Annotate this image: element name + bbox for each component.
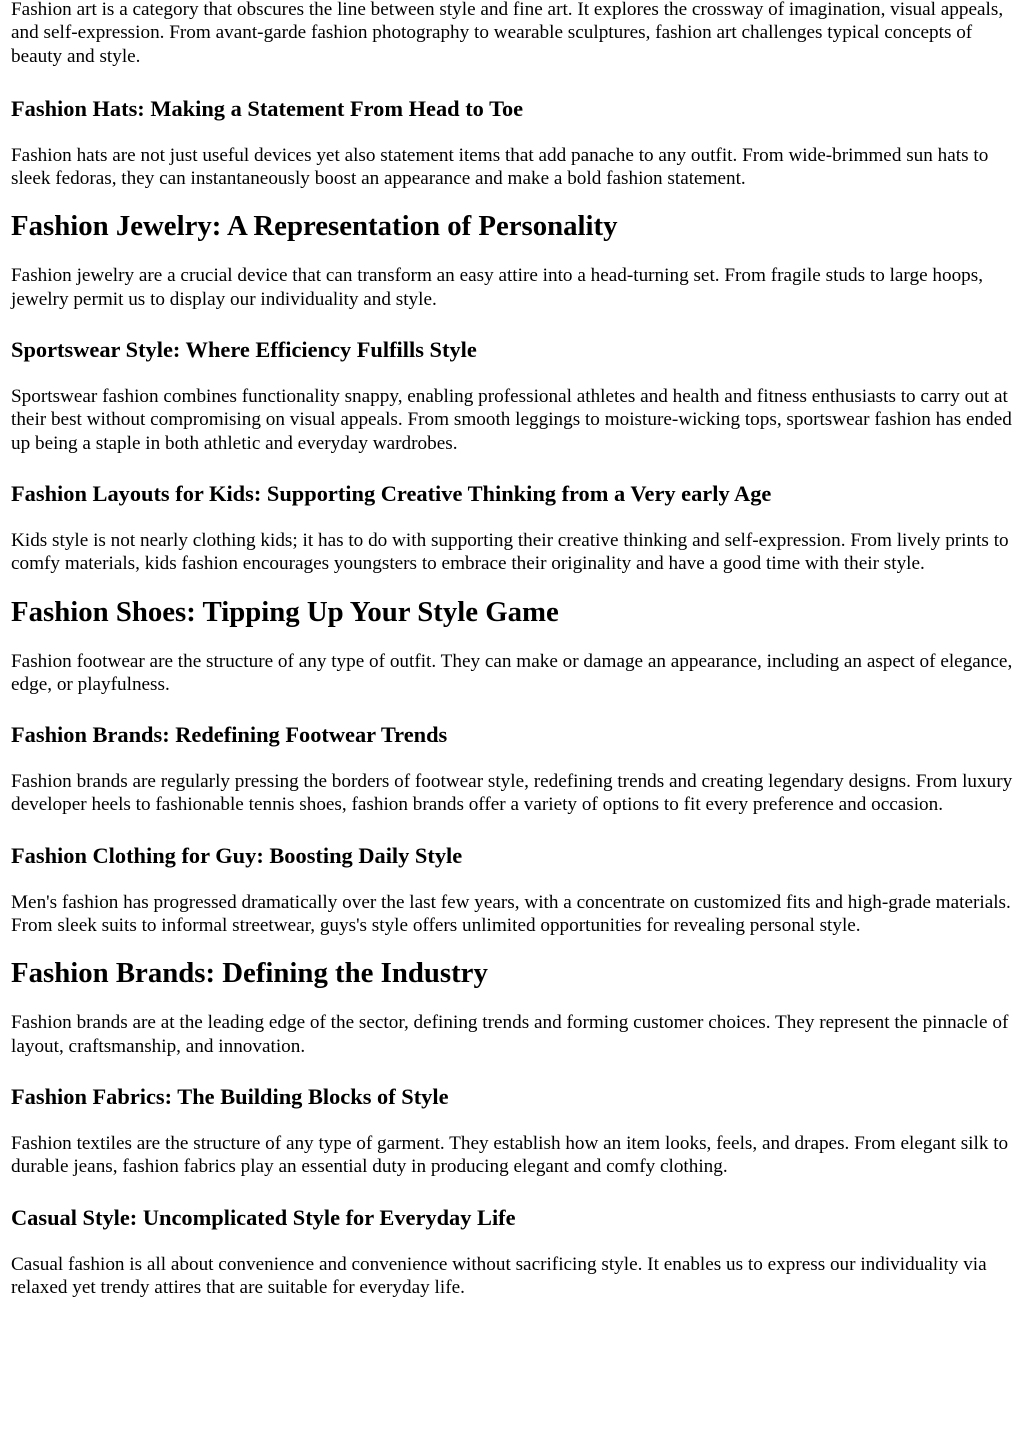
intro-paragraph: Fashion art is a category that obscures the line between style and fine art. It explores the crossway of imagination, visual appeals, and self-expression. From avant-garde fashion photography to wearable sculptures, fashion art challenges typical concepts of beauty and style.	[11, 0, 1004, 67]
heading-fashion-shoes: Fashion Shoes: Tipping Up Your Style Game	[11, 595, 559, 628]
heading-fashion-jewelry: Fashion Jewelry: A Representation of Personality	[11, 210, 618, 243]
heading-fashion-fabrics: Fashion Fabrics: The Building Blocks of Style	[11, 1083, 449, 1109]
heading-brands-footwear: Fashion Brands: Redefining Footwear Trends	[11, 722, 448, 748]
paragraph-layouts-for-kids: Kids style is not nearly clothing kids; it has to do with supporting their creative thinking and self-expression. From lively prints to comfy materials, kids fashion encourages youngsters to embrace their originality and have a good time with their style.	[11, 529, 1009, 575]
paragraph-fashion-fabrics: Fashion textiles are the structure of any type of garment. They establish how an item looks, feels, and drapes. From elegant silk to durable jeans, fashion fabrics play an essential duty in producing elegant and comfy clothing.	[11, 1132, 1009, 1178]
paragraph-clothing-for-guy: Men's fashion has progressed dramatically over the last few years, with a concentrate on customized fits and high-grade materials. From sleek suits to informal streetwear, guys's style offers unlimited opportunities for revealing personal style.	[11, 891, 1011, 937]
heading-clothing-for-guy: Fashion Clothing for Guy: Boosting Daily Style	[11, 842, 463, 868]
paragraph-fashion-shoes: Fashion footwear are the structure of any type of outfit. They can make or damage an appearance, including an aspect of elegance, edge, or playfulness.	[11, 650, 1013, 695]
paragraph-brands-industry: Fashion brands are at the leading edge of the sector, defining trends and forming customer choices. They represent the pinnacle of layout, craftsmanship, and innovation.	[11, 1012, 1009, 1057]
heading-casual-style: Casual Style: Uncomplicated Style for Everyday Life	[11, 1204, 516, 1230]
heading-sportswear-style: Sportswear Style: Where Efficiency Fulfills Style	[11, 337, 477, 363]
paragraph-fashion-hats: Fashion hats are not just useful devices yet also statement items that add panache to any outfit. From wide-brimmed sun hats to sleek fedoras, they can instantaneously boost an appearance and make a bold fashion statement.	[11, 144, 989, 190]
heading-fashion-hats: Fashion Hats: Making a Statement From Head to Toe	[11, 95, 524, 121]
heading-brands-industry: Fashion Brands: Defining the Industry	[11, 957, 488, 990]
heading-layouts-for-kids: Fashion Layouts for Kids: Supporting Creative Thinking from a Very early Age	[11, 480, 772, 506]
paragraph-casual-style: Casual fashion is all about convenience and convenience without sacrificing style. It enables us to express our individuality via relaxed yet trendy attires that are suitable for everyday life.	[11, 1253, 987, 1298]
paragraph-sportswear-style: Sportswear fashion combines functionality snappy, enabling professional athletes and health and fitness enthusiasts to carry out at their best without compromising on visual appeals. From smooth leggings to moisture-wicking tops, sportswear fashion has ended up being a staple in both athletic and everyday wardrobes.	[11, 386, 1012, 454]
paragraph-brands-footwear: Fashion brands are regularly pressing the borders of footwear style, redefining trends and creating legendary designs. From luxury developer heels to fashionable tennis shoes, fashion brands offer a variety of options to fit every preference and occasion.	[11, 771, 1013, 816]
paragraph-fashion-jewelry: Fashion jewelry are a crucial device that can transform an easy attire into a head-turning set. From fragile studs to large hoops, jewelry permit us to display our individuality and style.	[11, 265, 984, 310]
